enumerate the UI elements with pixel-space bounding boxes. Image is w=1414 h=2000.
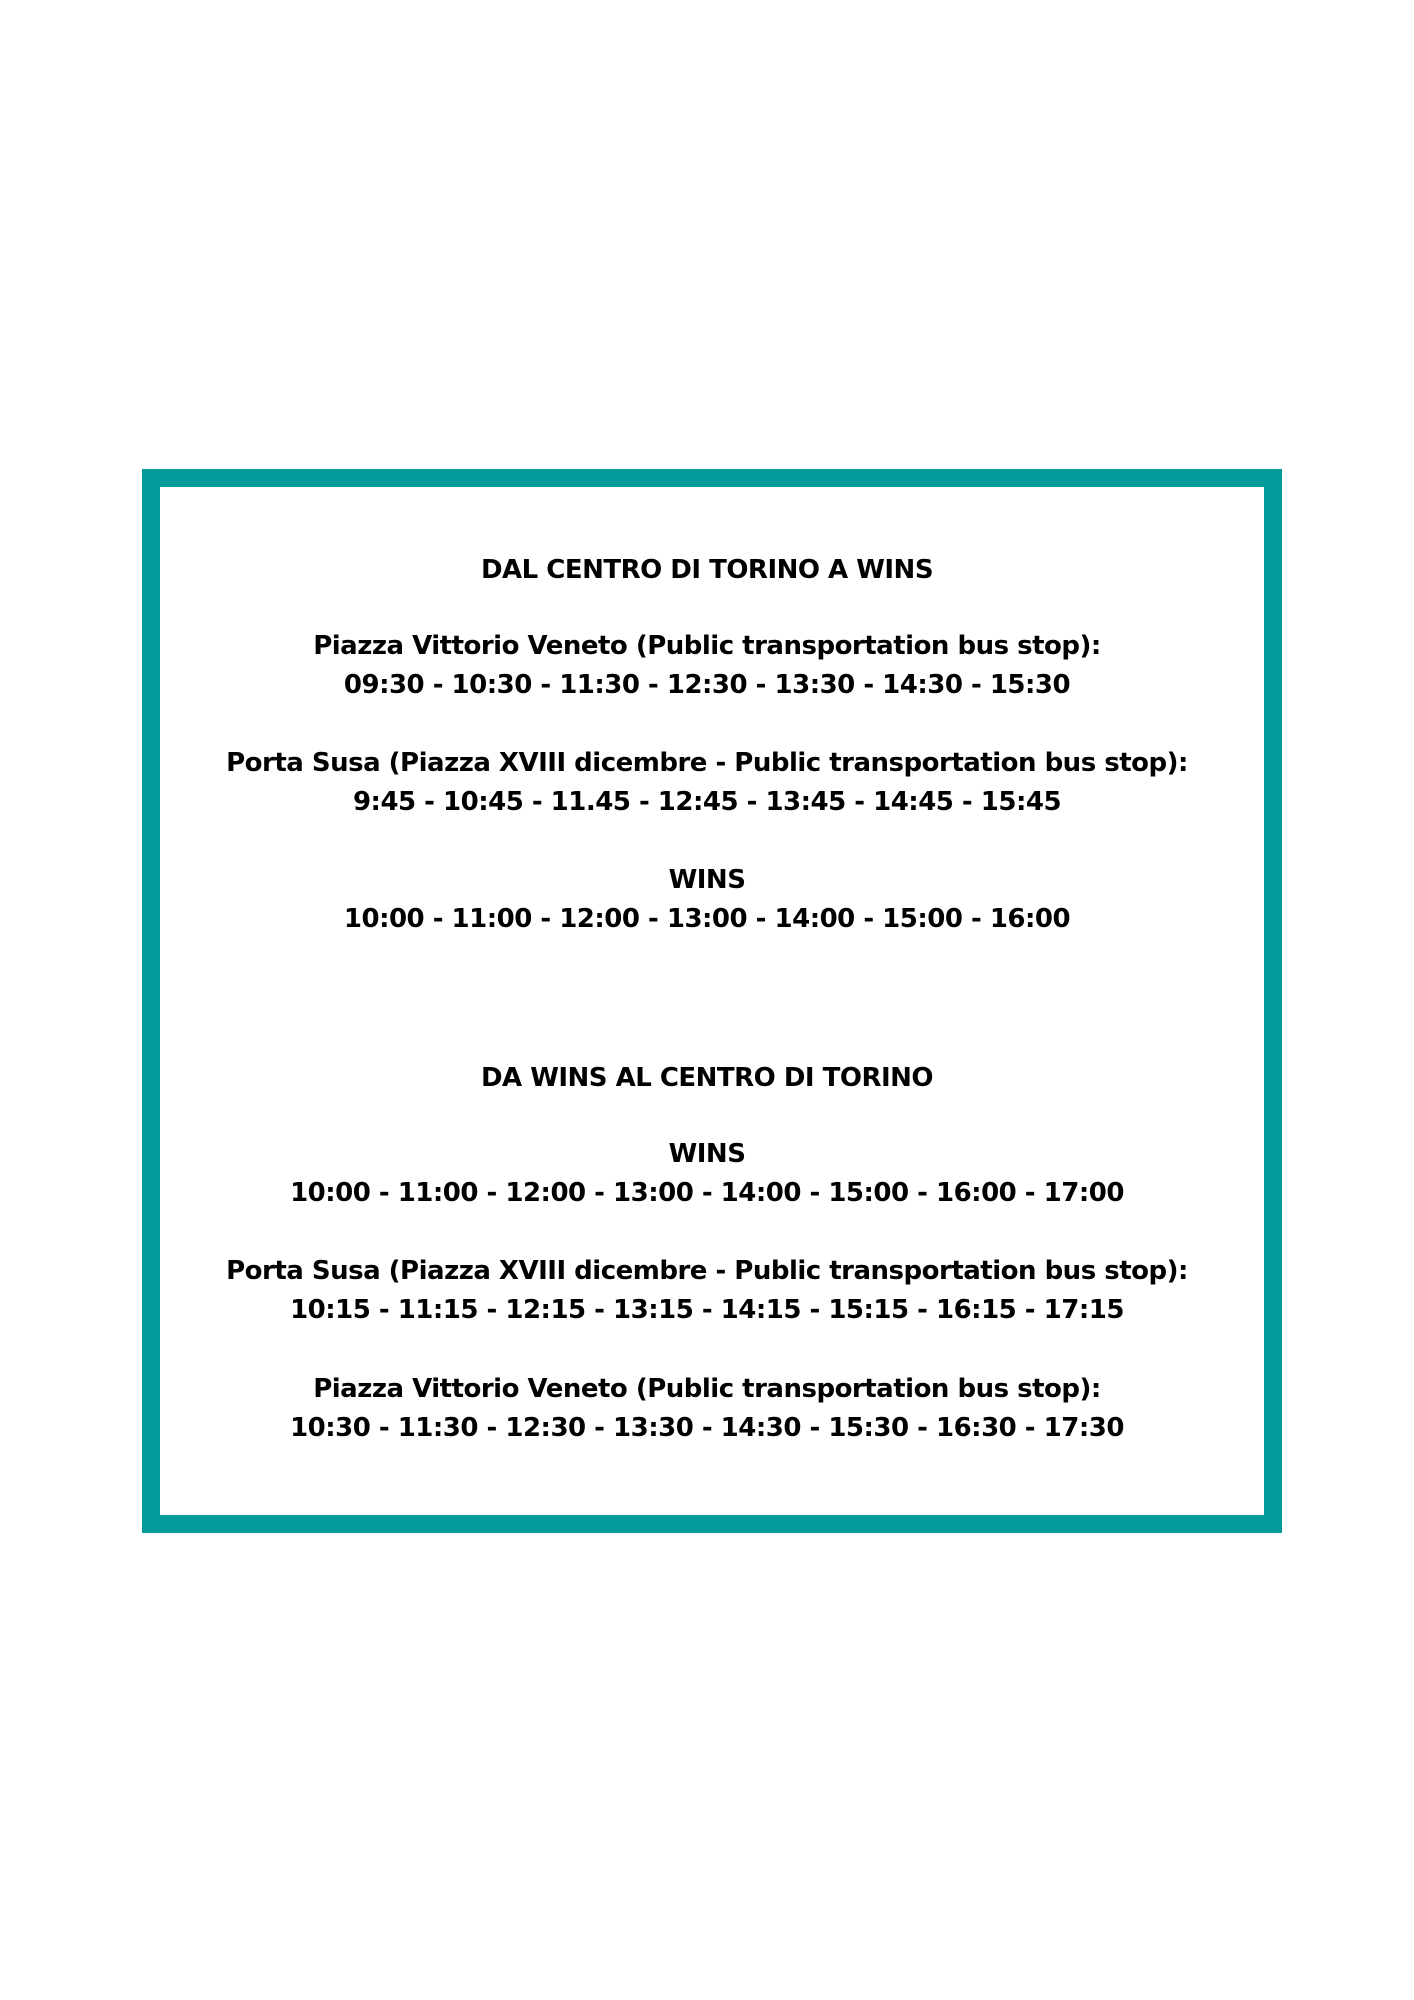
stop-times: 09:30 - 10:30 - 11:30 - 12:30 - 13:30 - 14:30 - 15:30: [343, 670, 1071, 700]
return-stop-2: [0, 1252, 1414, 1330]
outbound-heading: [0, 551, 1414, 590]
stop-name: WINS: [668, 1139, 746, 1169]
return-stop-1: [0, 1135, 1414, 1213]
section-heading: DA WINS AL CENTRO DI TORINO: [480, 1063, 934, 1093]
outbound-stop-2: [0, 744, 1414, 822]
stop-times: 9:45 - 10:45 - 11.45 - 12:45 - 13:45 - 14:45 - 15:45: [352, 787, 1062, 817]
stop-times: 10:30 - 11:30 - 12:30 - 13:30 - 14:30 - 15:30 - 16:30 - 17:30: [290, 1413, 1124, 1443]
stop-times: 10:00 - 11:00 - 12:00 - 13:00 - 14:00 - 15:00 - 16:00 - 17:00: [290, 1178, 1124, 1208]
outbound-stop-1: [0, 627, 1414, 705]
stop-name: WINS: [668, 865, 746, 895]
return-stop-3: [0, 1370, 1414, 1448]
stop-times: 10:15 - 11:15 - 12:15 - 13:15 - 14:15 - 15:15 - 16:15 - 17:15: [290, 1295, 1124, 1325]
stop-name: Piazza Vittorio Veneto (Public transportation bus stop):: [313, 1374, 1101, 1404]
stop-name: Porta Susa (Piazza XVIII dicembre - Public transportation bus stop):: [226, 1256, 1188, 1286]
stop-name: Piazza Vittorio Veneto (Public transportation bus stop):: [313, 631, 1101, 661]
return-heading: [0, 1059, 1414, 1098]
outbound-stop-3: [0, 861, 1414, 939]
stop-times: 10:00 - 11:00 - 12:00 - 13:00 - 14:00 - 15:00 - 16:00: [343, 904, 1071, 934]
stop-name: Porta Susa (Piazza XVIII dicembre - Public transportation bus stop):: [226, 748, 1188, 778]
section-heading: DAL CENTRO DI TORINO A WINS: [480, 555, 934, 585]
